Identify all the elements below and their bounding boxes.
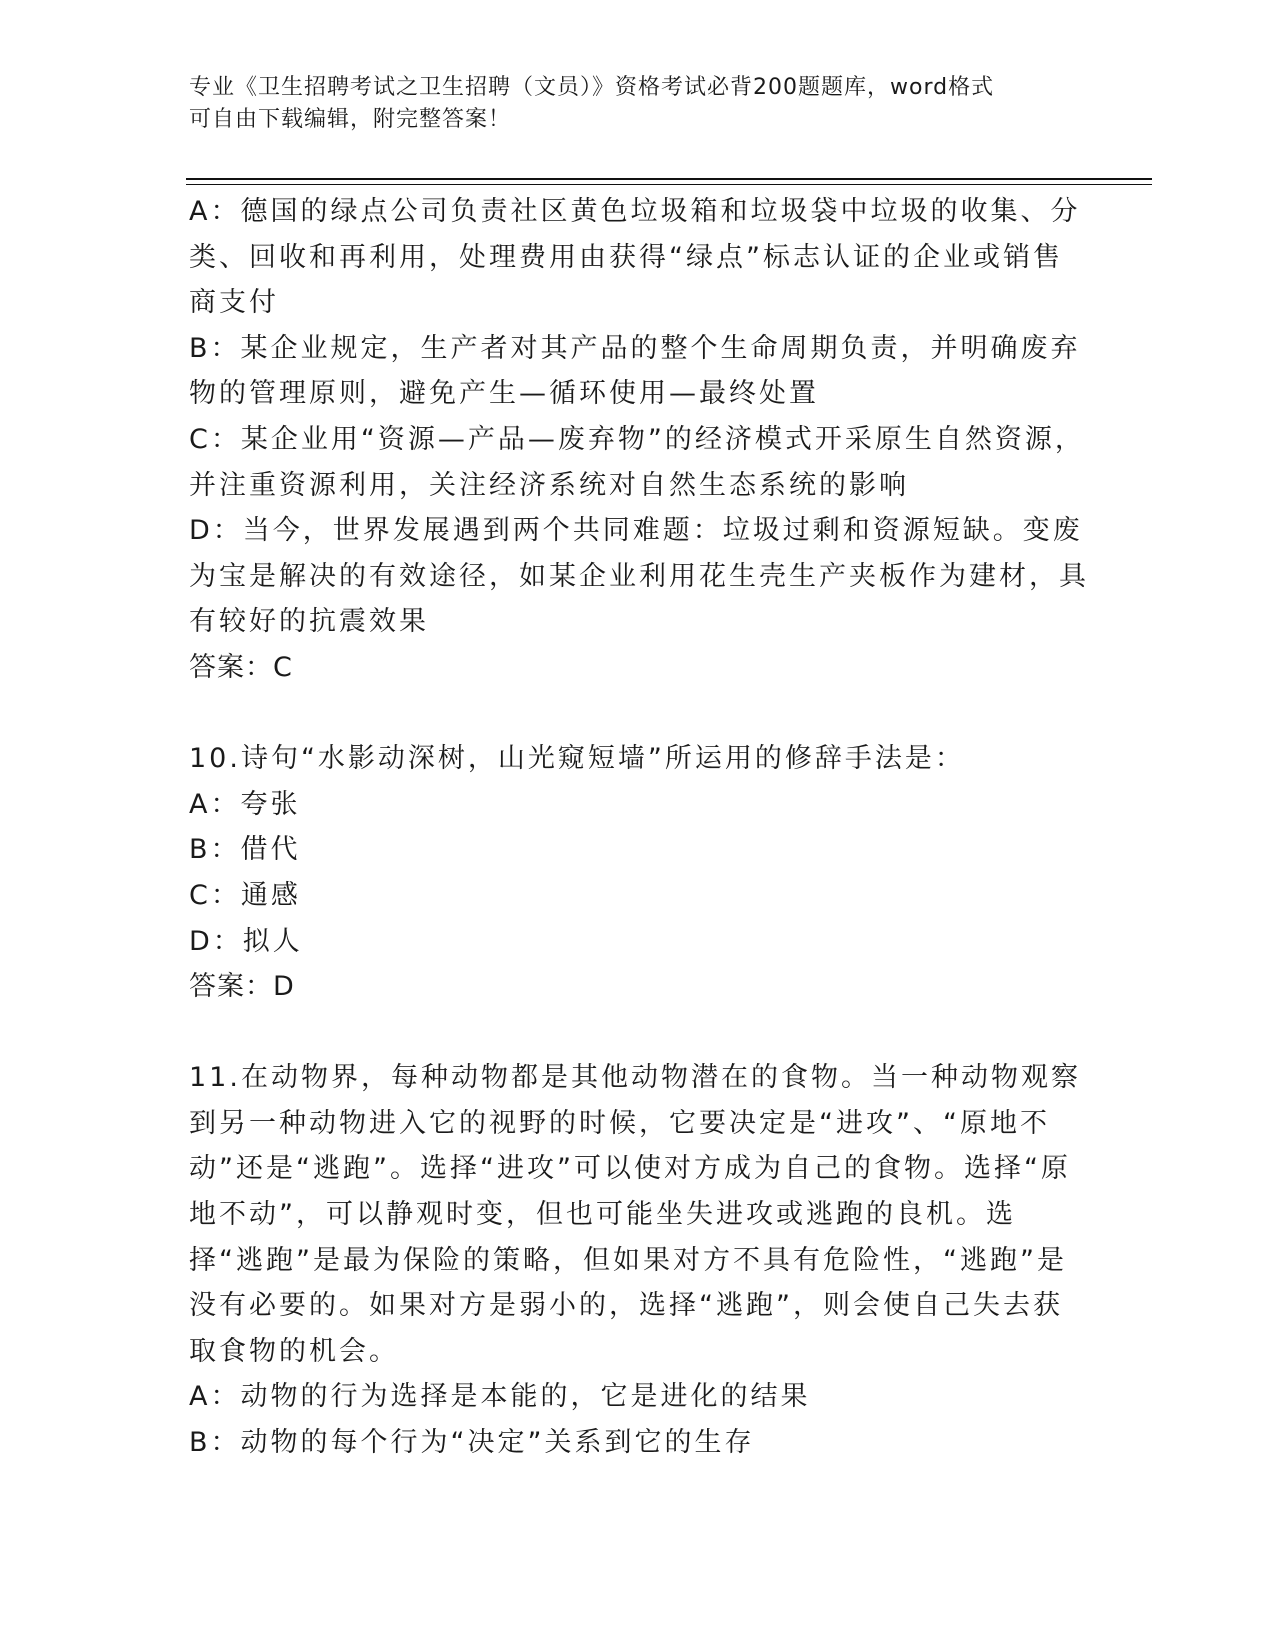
q9-option-b: B：某企业规定，生产者对其产品的整个生命周期负责，并明确废弃物的管理原则，避免产生—循环使用—最终处置: [189, 332, 1081, 410]
spacer: [189, 691, 1089, 737]
header-line-1: 专业《卫生招聘考试之卫生招聘（文员）》资格考试必背200题题库，word格式: [189, 75, 995, 100]
q10-option-d: D：拟人: [189, 925, 303, 957]
q10-option-b: B：借代: [189, 834, 301, 866]
q11-option-a: A：动物的行为选择是本能的，它是进化的结果: [189, 1381, 811, 1413]
q10-option-a: A：夸张: [189, 788, 301, 820]
q10-answer: 答案：D: [189, 971, 295, 1003]
spacer: [189, 1010, 1089, 1056]
document-header: [189, 72, 1089, 136]
q11-stem: 11.在动物界，每种动物都是其他动物潜在的食物。当一种动物观察到另一种动物进入它的视野的时候，它要决定是“进攻”、“原地不动”还是“逃跑”。选择“进攻”可以使对方成为自己的食物。选择“原地不动”，可以静观时变，但也可能坐失进攻或逃跑的良机。选择“逃跑”是最为保险的策略，但如果对方不具有危险性，“逃跑”是没有必要的。如果对方是弱小的，选择“逃跑”，则会使自己失去获取食物的机会。: [189, 1062, 1081, 1367]
q11-option-b: B：动物的每个行为“决定”关系到它的生存: [189, 1427, 755, 1459]
q9-option-c: C：某企业用“资源—产品—废弃物”的经济模式开采原生自然资源，并注重资源利用，关注经济系统对自然生态系统的影响: [189, 423, 1085, 501]
q10-stem: 10.诗句“水影动深树，山光窥短墙”所运用的修辞手法是：: [189, 743, 965, 775]
q9-option-a: A：德国的绿点公司负责社区黄色垃圾箱和垃圾袋中垃圾的收集、分类、回收和再利用，处理费用由获得“绿点”标志认证的企业或销售商支付: [189, 196, 1081, 319]
header-rule-thin: [186, 184, 1152, 185]
q9-answer: 答案：C: [189, 651, 293, 683]
header-rule-thick: [186, 178, 1152, 180]
q9-option-d: D：当今，世界发展遇到两个共同难题：垃圾过剩和资源短缺。变废为宝是解决的有效途径，如某企业利用花生壳生产夹板作为建材，具有较好的抗震效果: [189, 515, 1089, 638]
header-line-2: 可自由下载编辑，附完整答案！: [189, 107, 512, 132]
question-content: [189, 189, 1089, 1466]
q10-option-c: C：通感: [189, 879, 301, 911]
